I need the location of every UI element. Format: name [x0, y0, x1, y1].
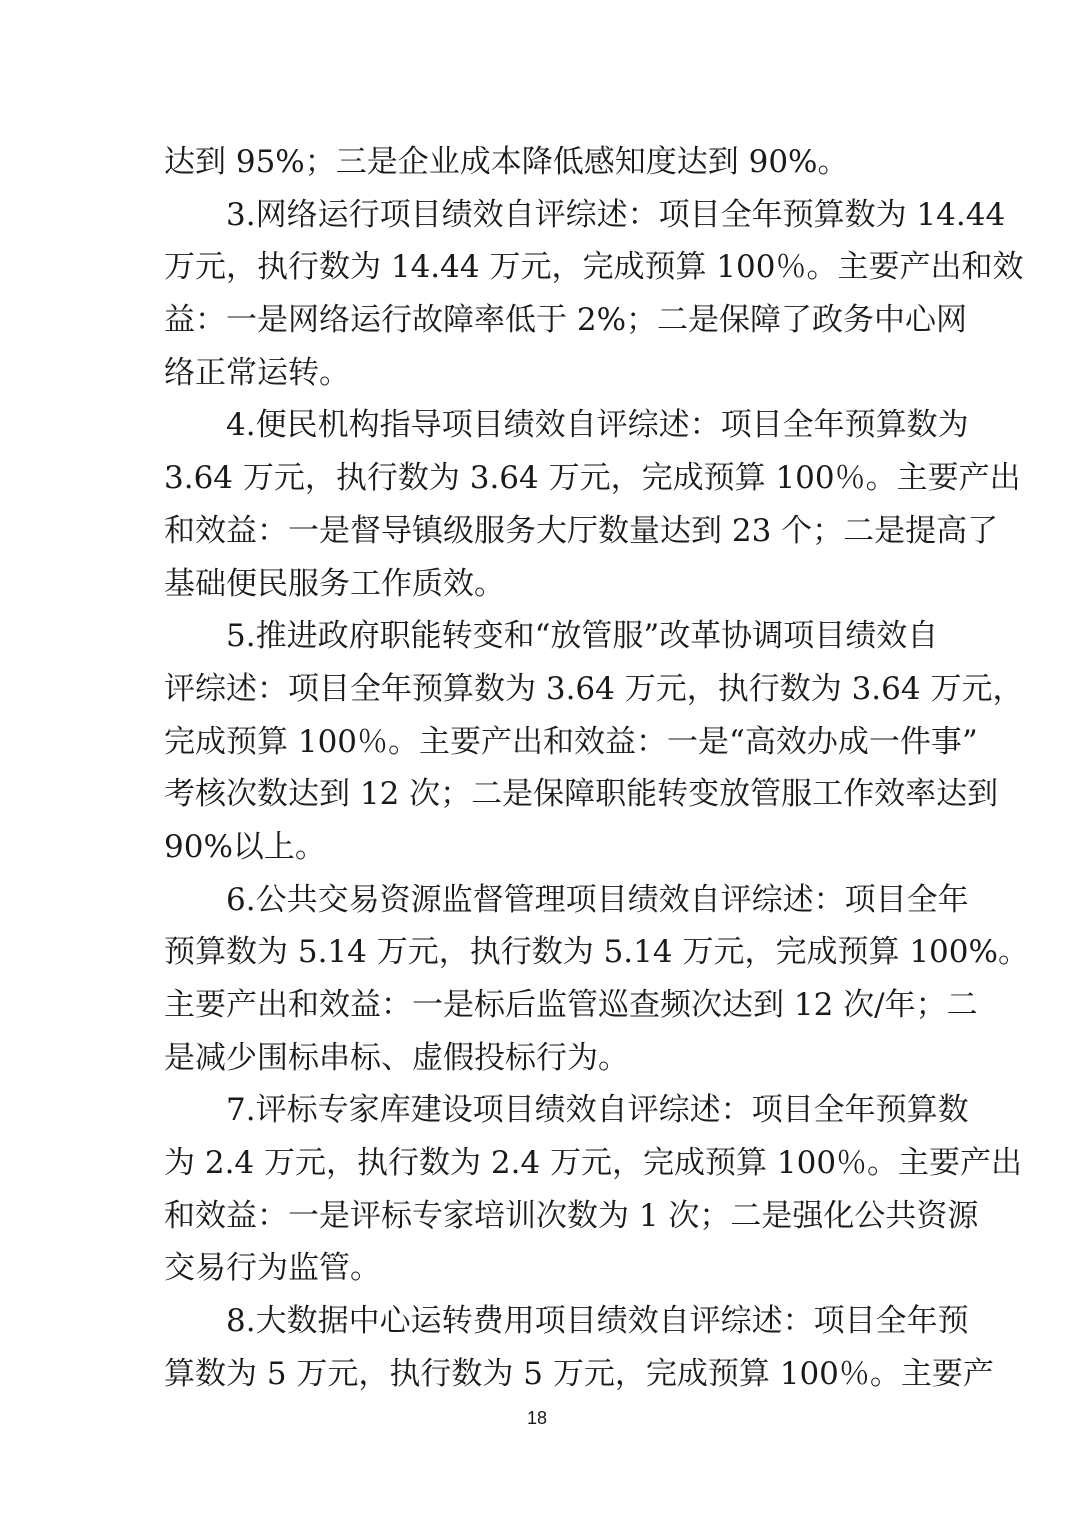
text-line: 和效益：一是评标专家培训次数为 1 次；二是强化公共资源 [164, 1197, 979, 1234]
text-line: 为 2.4 万元，执行数为 2.4 万元，完成预算 100％。主要产出 [164, 1145, 1023, 1182]
text-line: 4.便民机构指导项目绩效自评综述：项目全年预算数为 [226, 407, 969, 444]
text-line: 考核次数达到 12 次；二是保障职能转变放管服工作效率达到 [164, 776, 999, 813]
text-line: 5.推进政府职能转变和“放管服”改革协调项目绩效自 [226, 618, 939, 655]
text-line: 评综述：项目全年预算数为 3.64 万元，执行数为 3.64 万元， [164, 670, 1024, 707]
text-line: 算数为 5 万元，执行数为 5 万元，完成预算 100％。主要产 [164, 1355, 994, 1392]
text-line: 是减少围标串标、虚假投标行为。 [164, 1039, 629, 1076]
text-line: 达到 95%；三是企业成本降低感知度达到 90%。 [164, 144, 849, 180]
text-line: 益：一是网络运行故障率低于 2%；二是保障了政务中心网 [164, 302, 968, 339]
body-text [164, 136, 1029, 1401]
text-line: 3.64 万元，执行数为 3.64 万元，完成预算 100％。主要产出 [164, 460, 1021, 497]
text-line: 络正常运转。 [164, 354, 350, 391]
text-line: 基础便民服务工作质效。 [164, 565, 505, 602]
text-line: 8.大数据中心运转费用项目绩效自评综述：项目全年预 [226, 1303, 969, 1340]
text-line: 万元，执行数为 14.44 万元，完成预算 100％。主要产出和效 [164, 249, 1024, 286]
text-line: 6.公共交易资源监督管理项目绩效自评综述：项目全年 [226, 881, 969, 918]
text-line: 完成预算 100％。主要产出和效益：一是“高效办成一件事” [164, 723, 978, 760]
page-number: 18 [526, 1408, 548, 1428]
text-line: 90%以上。 [164, 828, 326, 865]
text-line: 7.评标专家库建设项目绩效自评综述：项目全年预算数 [226, 1092, 969, 1129]
text-line: 预算数为 5.14 万元，执行数为 5.14 万元，完成预算 100%。 [164, 934, 1029, 971]
text-line: 和效益：一是督导镇级服务大厅数量达到 23 个；二是提高了 [164, 512, 999, 549]
text-line: 交易行为监管。 [164, 1250, 381, 1287]
text-line: 3.网络运行项目绩效自评综述：项目全年预算数为 14.44 [226, 196, 1006, 233]
text-line: 主要产出和效益：一是标后监管巡查频次达到 12 次/年；二 [164, 987, 978, 1023]
